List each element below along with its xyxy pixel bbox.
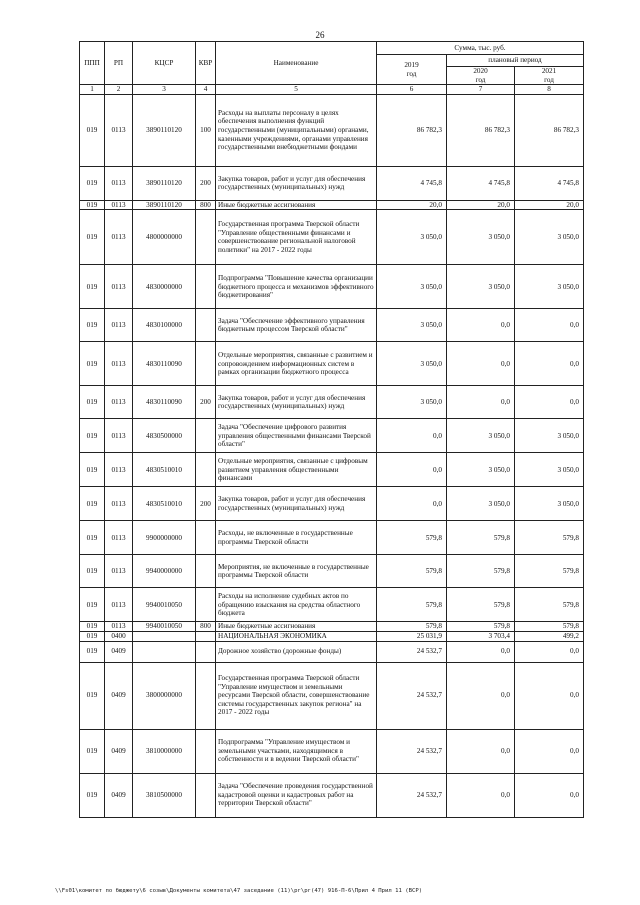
cell-ppp: 019: [80, 521, 105, 555]
cell-2021: 579,8: [515, 622, 584, 632]
cell-kvr: [196, 419, 216, 453]
cell-rp: 0113: [105, 555, 133, 588]
cell-kvr: 800: [196, 622, 216, 632]
cell-2020: 0,0: [447, 309, 515, 342]
cell-2019: 24 532,7: [377, 662, 447, 729]
cell-2021: 0,0: [515, 309, 584, 342]
cell-2019: 579,8: [377, 521, 447, 555]
cell-rp: 0113: [105, 210, 133, 265]
cell-2019: 24 532,7: [377, 729, 447, 773]
cell-ppp: 019: [80, 265, 105, 309]
cell-2019: 3 050,0: [377, 265, 447, 309]
cell-2021: 3 050,0: [515, 487, 584, 521]
cell-ppp: 019: [80, 555, 105, 588]
cell-name: Расходы на исполнение судебных актов по обращению взыскания на средства областного бюджета: [216, 588, 377, 622]
footer-file-path: \\Fs01\комитет по бюджету\6 созыв\Документы комитета\47 заседание (11)\рг\рг(47) 916-П-6\Прил 4 Прил 11 (ВСР): [55, 888, 423, 894]
cell-kcsr: 9940000000: [133, 555, 196, 588]
cell-kvr: [196, 773, 216, 817]
cell-name: НАЦИОНАЛЬНАЯ ЭКОНОМИКА: [216, 631, 377, 641]
table-row: [80, 453, 584, 487]
cell-2020: 579,8: [447, 622, 515, 632]
table-row: [80, 419, 584, 453]
cell-2021: 3 050,0: [515, 265, 584, 309]
cell-ppp: 019: [80, 773, 105, 817]
cell-ppp: 019: [80, 729, 105, 773]
column-index: 8: [515, 85, 584, 95]
cell-kcsr: 3810500000: [133, 773, 196, 817]
table-row: [80, 588, 584, 622]
cell-kvr: [196, 309, 216, 342]
cell-2019: 3 050,0: [377, 386, 447, 419]
cell-kcsr: 4830100000: [133, 309, 196, 342]
cell-2019: 24 532,7: [377, 641, 447, 662]
table-row: [80, 265, 584, 309]
cell-2020: 579,8: [447, 521, 515, 555]
header-plan-period: плановый период: [447, 55, 584, 67]
column-index: 5: [216, 85, 377, 95]
column-index: 6: [377, 85, 447, 95]
table-row: [80, 210, 584, 265]
cell-ppp: 019: [80, 631, 105, 641]
cell-name: Иные бюджетные ассигнования: [216, 200, 377, 210]
cell-rp: 0409: [105, 729, 133, 773]
cell-ppp: 019: [80, 453, 105, 487]
cell-2021: 499,2: [515, 631, 584, 641]
cell-kcsr: 4830110090: [133, 386, 196, 419]
cell-name: Задача "Обеспечение эффективного управления бюджетным процессом Тверской области": [216, 309, 377, 342]
cell-kcsr: 9940010050: [133, 622, 196, 632]
cell-2019: 0,0: [377, 487, 447, 521]
cell-kcsr: [133, 631, 196, 641]
cell-ppp: 019: [80, 200, 105, 210]
cell-name: Задача "Обеспечение проведения государственной кадастровой оценки и кадастровых работ на территории Тверской области": [216, 773, 377, 817]
cell-2019: 25 031,9: [377, 631, 447, 641]
header-2020-year: 2020: [473, 67, 488, 75]
cell-kvr: [196, 453, 216, 487]
cell-2020: 20,0: [447, 200, 515, 210]
cell-ppp: 019: [80, 94, 105, 166]
cell-2021: 3 050,0: [515, 419, 584, 453]
cell-kvr: 800: [196, 200, 216, 210]
header-2019-year: 2019: [404, 61, 419, 69]
cell-ppp: 019: [80, 342, 105, 386]
table-row: [80, 200, 584, 210]
cell-2021: 0,0: [515, 386, 584, 419]
cell-ppp: 019: [80, 166, 105, 200]
header-ppp: ППП: [80, 42, 105, 85]
cell-2021: 0,0: [515, 729, 584, 773]
cell-2020: 0,0: [447, 641, 515, 662]
cell-name: Расходы, не включенные в государственные программы Тверской области: [216, 521, 377, 555]
table-row: [80, 309, 584, 342]
cell-rp: 0113: [105, 342, 133, 386]
cell-2019: 3 050,0: [377, 309, 447, 342]
cell-2019: 579,8: [377, 555, 447, 588]
cell-rp: 0113: [105, 487, 133, 521]
table-row: [80, 487, 584, 521]
cell-2019: 20,0: [377, 200, 447, 210]
cell-2020: 4 745,8: [447, 166, 515, 200]
cell-kvr: [196, 555, 216, 588]
cell-kcsr: 4830510010: [133, 487, 196, 521]
cell-ppp: 019: [80, 487, 105, 521]
cell-2020: 3 050,0: [447, 419, 515, 453]
cell-kcsr: 3890110120: [133, 94, 196, 166]
cell-kvr: [196, 210, 216, 265]
cell-2021: 0,0: [515, 773, 584, 817]
cell-kcsr: 4830500000: [133, 419, 196, 453]
cell-name: Расходы на выплаты персоналу в целях обеспечения выполнения функций государственными (муниципальными) органами, казенными учреждениями, органами управления государственными внебюджетными фондами: [216, 94, 377, 166]
table-row: [80, 94, 584, 166]
cell-name: Государственная программа Тверской области "Управление имуществом и земельными ресурсами Тверской области, совершенствование системы государственных закупок региона" на 2017 - 2022 годы: [216, 662, 377, 729]
cell-rp: 0400: [105, 631, 133, 641]
cell-rp: 0113: [105, 521, 133, 555]
table-row: [80, 622, 584, 632]
header-sum: Сумма, тыс. руб.: [377, 42, 584, 55]
column-index: 1: [80, 85, 105, 95]
cell-2019: 579,8: [377, 588, 447, 622]
cell-kcsr: 3890110120: [133, 200, 196, 210]
header-kcsr: КЦСР: [133, 42, 196, 85]
cell-name: Дорожное хозяйство (дорожные фонды): [216, 641, 377, 662]
cell-kcsr: [133, 641, 196, 662]
cell-2020: 3 050,0: [447, 453, 515, 487]
cell-kvr: 200: [196, 386, 216, 419]
header-name: Наименование: [216, 42, 377, 85]
cell-name: Закупка товаров, работ и услуг для обеспечения государственных (муниципальных) нужд: [216, 386, 377, 419]
table-row: [80, 166, 584, 200]
cell-2021: 0,0: [515, 662, 584, 729]
cell-kvr: 200: [196, 166, 216, 200]
cell-name: Отдельные мероприятия, связанные с развитием и сопровождением информационных систем в рамках организации бюджетного процесса: [216, 342, 377, 386]
cell-ppp: 019: [80, 210, 105, 265]
cell-2020: 3 050,0: [447, 265, 515, 309]
cell-2021: 20,0: [515, 200, 584, 210]
cell-2020: 3 050,0: [447, 487, 515, 521]
table-row: [80, 729, 584, 773]
table-row: [80, 641, 584, 662]
header-2021: [515, 67, 584, 85]
cell-name: Государственная программа Тверской области "Управление общественными финансами и совершенствование региональной налоговой политики" на 2017 - 2022 годы: [216, 210, 377, 265]
cell-2020: 0,0: [447, 342, 515, 386]
cell-2020: 3 703,4: [447, 631, 515, 641]
cell-2021: 579,8: [515, 521, 584, 555]
table-row: [80, 773, 584, 817]
header-rp: РП: [105, 42, 133, 85]
cell-2020: 3 050,0: [447, 210, 515, 265]
cell-2019: 0,0: [377, 453, 447, 487]
cell-2021: 0,0: [515, 641, 584, 662]
cell-kcsr: 3810000000: [133, 729, 196, 773]
cell-name: Мероприятия, не включенные в государственные программы Тверской области: [216, 555, 377, 588]
cell-rp: 0113: [105, 386, 133, 419]
column-index: 2: [105, 85, 133, 95]
table-row: [80, 521, 584, 555]
cell-2020: 0,0: [447, 662, 515, 729]
cell-rp: 0113: [105, 622, 133, 632]
cell-rp: 0113: [105, 588, 133, 622]
cell-2020: 86 782,3: [447, 94, 515, 166]
table-row: [80, 662, 584, 729]
cell-2019: 0,0: [377, 419, 447, 453]
cell-rp: 0409: [105, 773, 133, 817]
cell-kvr: [196, 641, 216, 662]
table-row: [80, 386, 584, 419]
cell-ppp: 019: [80, 662, 105, 729]
cell-name: Закупка товаров, работ и услуг для обеспечения государственных (муниципальных) нужд: [216, 487, 377, 521]
page-number: 26: [315, 30, 325, 40]
cell-2021: 579,8: [515, 555, 584, 588]
cell-name: Иные бюджетные ассигнования: [216, 622, 377, 632]
cell-name: Подпрограмма "Повышение качества организации бюджетного процесса и механизмов эффективного бюджетирования": [216, 265, 377, 309]
column-index: 7: [447, 85, 515, 95]
cell-kcsr: 4830110090: [133, 342, 196, 386]
cell-name: Отдельные мероприятия, связанные с цифровым развитием управления общественными финансами: [216, 453, 377, 487]
cell-rp: 0113: [105, 419, 133, 453]
cell-kcsr: 4830000000: [133, 265, 196, 309]
cell-ppp: 019: [80, 641, 105, 662]
cell-2021: 3 050,0: [515, 453, 584, 487]
cell-2020: 579,8: [447, 555, 515, 588]
header-2020: [447, 67, 515, 85]
cell-2019: 4 745,8: [377, 166, 447, 200]
column-index: 4: [196, 85, 216, 95]
header-2021-year: 2021: [541, 67, 557, 75]
cell-kcsr: 3800000000: [133, 662, 196, 729]
cell-name: Закупка товаров, работ и услуг для обеспечения государственных (муниципальных) нужд: [216, 166, 377, 200]
header-2019-word: год: [406, 69, 417, 78]
cell-kcsr: 4800000000: [133, 210, 196, 265]
cell-ppp: 019: [80, 588, 105, 622]
cell-ppp: 019: [80, 419, 105, 453]
cell-rp: 0113: [105, 166, 133, 200]
cell-2021: 3 050,0: [515, 210, 584, 265]
budget-table: [79, 41, 584, 818]
column-index-row: [80, 85, 584, 95]
cell-2019: 86 782,3: [377, 94, 447, 166]
cell-2019: 24 532,7: [377, 773, 447, 817]
cell-2021: 4 745,8: [515, 166, 584, 200]
cell-2020: 579,8: [447, 588, 515, 622]
cell-ppp: 019: [80, 622, 105, 632]
table-row: [80, 555, 584, 588]
cell-kvr: 200: [196, 487, 216, 521]
table-row: [80, 631, 584, 641]
cell-kvr: [196, 521, 216, 555]
cell-kvr: [196, 265, 216, 309]
cell-rp: 0113: [105, 200, 133, 210]
cell-kcsr: 9940010050: [133, 588, 196, 622]
cell-name: Задача "Обеспечение цифрового развития управления общественными финансами Тверской области": [216, 419, 377, 453]
cell-rp: 0113: [105, 309, 133, 342]
header-2020-word: год: [475, 75, 486, 84]
column-index: 3: [133, 85, 196, 95]
cell-kvr: [196, 631, 216, 641]
header-2019: [377, 55, 447, 85]
cell-2019: 579,8: [377, 622, 447, 632]
cell-kcsr: 3890110120: [133, 166, 196, 200]
cell-2021: 86 782,3: [515, 94, 584, 166]
cell-kcsr: 9900000000: [133, 521, 196, 555]
cell-2021: 0,0: [515, 342, 584, 386]
cell-rp: 0113: [105, 453, 133, 487]
cell-2019: 3 050,0: [377, 342, 447, 386]
cell-2019: 3 050,0: [377, 210, 447, 265]
cell-name: Подпрограмма "Управление имуществом и земельными участками, находящимися в собственности и в ведении Тверской области": [216, 729, 377, 773]
header-2021-word: год: [544, 75, 554, 84]
cell-ppp: 019: [80, 309, 105, 342]
cell-kvr: 100: [196, 94, 216, 166]
cell-kvr: [196, 729, 216, 773]
header-kvr: КВР: [196, 42, 216, 85]
table-row: [80, 342, 584, 386]
cell-kvr: [196, 662, 216, 729]
cell-rp: 0113: [105, 265, 133, 309]
cell-rp: 0113: [105, 94, 133, 166]
cell-2020: 0,0: [447, 386, 515, 419]
cell-kcsr: 4830510010: [133, 453, 196, 487]
cell-2020: 0,0: [447, 773, 515, 817]
cell-ppp: 019: [80, 386, 105, 419]
cell-kvr: [196, 588, 216, 622]
cell-2020: 0,0: [447, 729, 515, 773]
cell-kvr: [196, 342, 216, 386]
cell-2021: 579,8: [515, 588, 584, 622]
cell-rp: 0409: [105, 641, 133, 662]
cell-rp: 0409: [105, 662, 133, 729]
